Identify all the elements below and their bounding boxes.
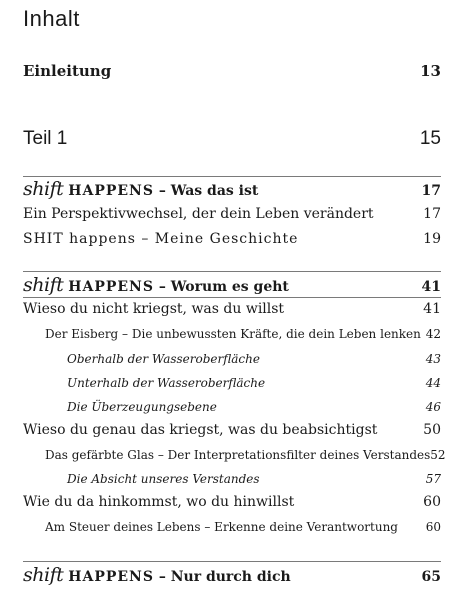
toc-part-heading[interactable] [23,128,441,150]
toc-page-number: 43 [425,352,441,366]
toc-entry-label: Am Steuer deines Lebens – Erkenne deine Verantwortung [45,520,398,534]
toc-entry[interactable] [67,352,441,366]
toc-page-number: 60 [423,494,441,510]
toc-entry[interactable] [67,400,441,414]
toc-page-number: 17 [421,183,441,199]
toc-entry-label: Die Überzeugungsebene [67,400,217,414]
toc-entry-label: Wieso du genau das kriegst, was du beabsichtigst [23,422,378,438]
toc-page-number: 50 [423,422,441,438]
toc-page-number: 52 [430,448,446,462]
toc-page-number: 41 [423,301,441,317]
section-divider [23,176,441,177]
toc-page-number: 57 [425,472,441,486]
section-subtitle: – Nur durch dich [153,569,291,585]
section-subtitle: – Was das ist [153,183,259,199]
toc-entry[interactable] [45,448,446,462]
toc-section-label [23,274,289,296]
toc-entry[interactable] [45,520,441,534]
toc-entry-label: Oberhalb der Wasseroberfläche [67,352,260,366]
toc-entry-label: Das gefärbte Glas – Der Interpretationsfilter deines Verstandes [45,448,431,462]
toc-entry[interactable] [67,472,441,486]
toc-entry-label: Unterhalb der Wasseroberfläche [67,376,266,390]
toc-entry[interactable] [23,206,441,222]
toc-entry-label: Einleitung [23,62,112,80]
page-title: Inhalt [23,6,80,31]
toc-page-number: 41 [421,279,441,295]
toc-entry[interactable] [23,231,441,247]
toc-page-number: 13 [420,62,441,80]
section-divider [23,271,441,272]
toc-entry-label: Wieso du nicht kriegst, was du willst [23,301,285,317]
section-subtitle: – Worum es geht [153,279,289,295]
section-caps-word: HAPPENS [68,569,154,585]
toc-page-number: 44 [425,376,441,390]
toc-entry-label: Der Eisberg – Die unbewussten Kräfte, die dein Leben lenken [45,327,421,341]
toc-section-heading[interactable] [23,274,441,296]
toc-entry-label: Die Absicht unseres Verstandes [67,472,260,486]
toc-page-number: 17 [423,206,441,222]
script-logo-word: shift [23,178,64,200]
toc-section-heading[interactable] [23,178,441,200]
toc-page-number: 60 [425,520,441,534]
section-caps-word: HAPPENS [68,279,154,295]
toc-entry-label: Wie du da hinkommst, wo du hinwillst [23,494,295,510]
toc-page-number: 19 [423,231,441,247]
toc-entry[interactable] [23,494,441,510]
toc-entry[interactable] [23,301,441,317]
toc-page-number: 15 [419,128,441,149]
toc-page-number: 42 [425,327,441,341]
toc-entry-label: SHIT happens – Meine Geschichte [23,231,299,247]
toc-entry[interactable] [45,327,441,341]
section-caps-word: HAPPENS [68,183,154,199]
toc-section-label [23,178,258,200]
script-logo-word: shift [23,274,64,296]
toc-section-label [23,564,291,586]
section-divider [23,561,441,562]
toc-entry-einleitung[interactable] [23,62,441,80]
toc-page-number: 65 [421,569,441,585]
section-divider [23,297,441,298]
toc-section-heading[interactable] [23,564,441,586]
script-logo-word: shift [23,564,64,586]
toc-part-label: Teil 1 [23,128,68,149]
toc-entry-label: Ein Perspektivwechsel, der dein Leben verändert [23,206,374,222]
toc-entry[interactable] [67,376,441,390]
toc-entry[interactable] [23,422,441,438]
toc-page-number: 46 [425,400,441,414]
